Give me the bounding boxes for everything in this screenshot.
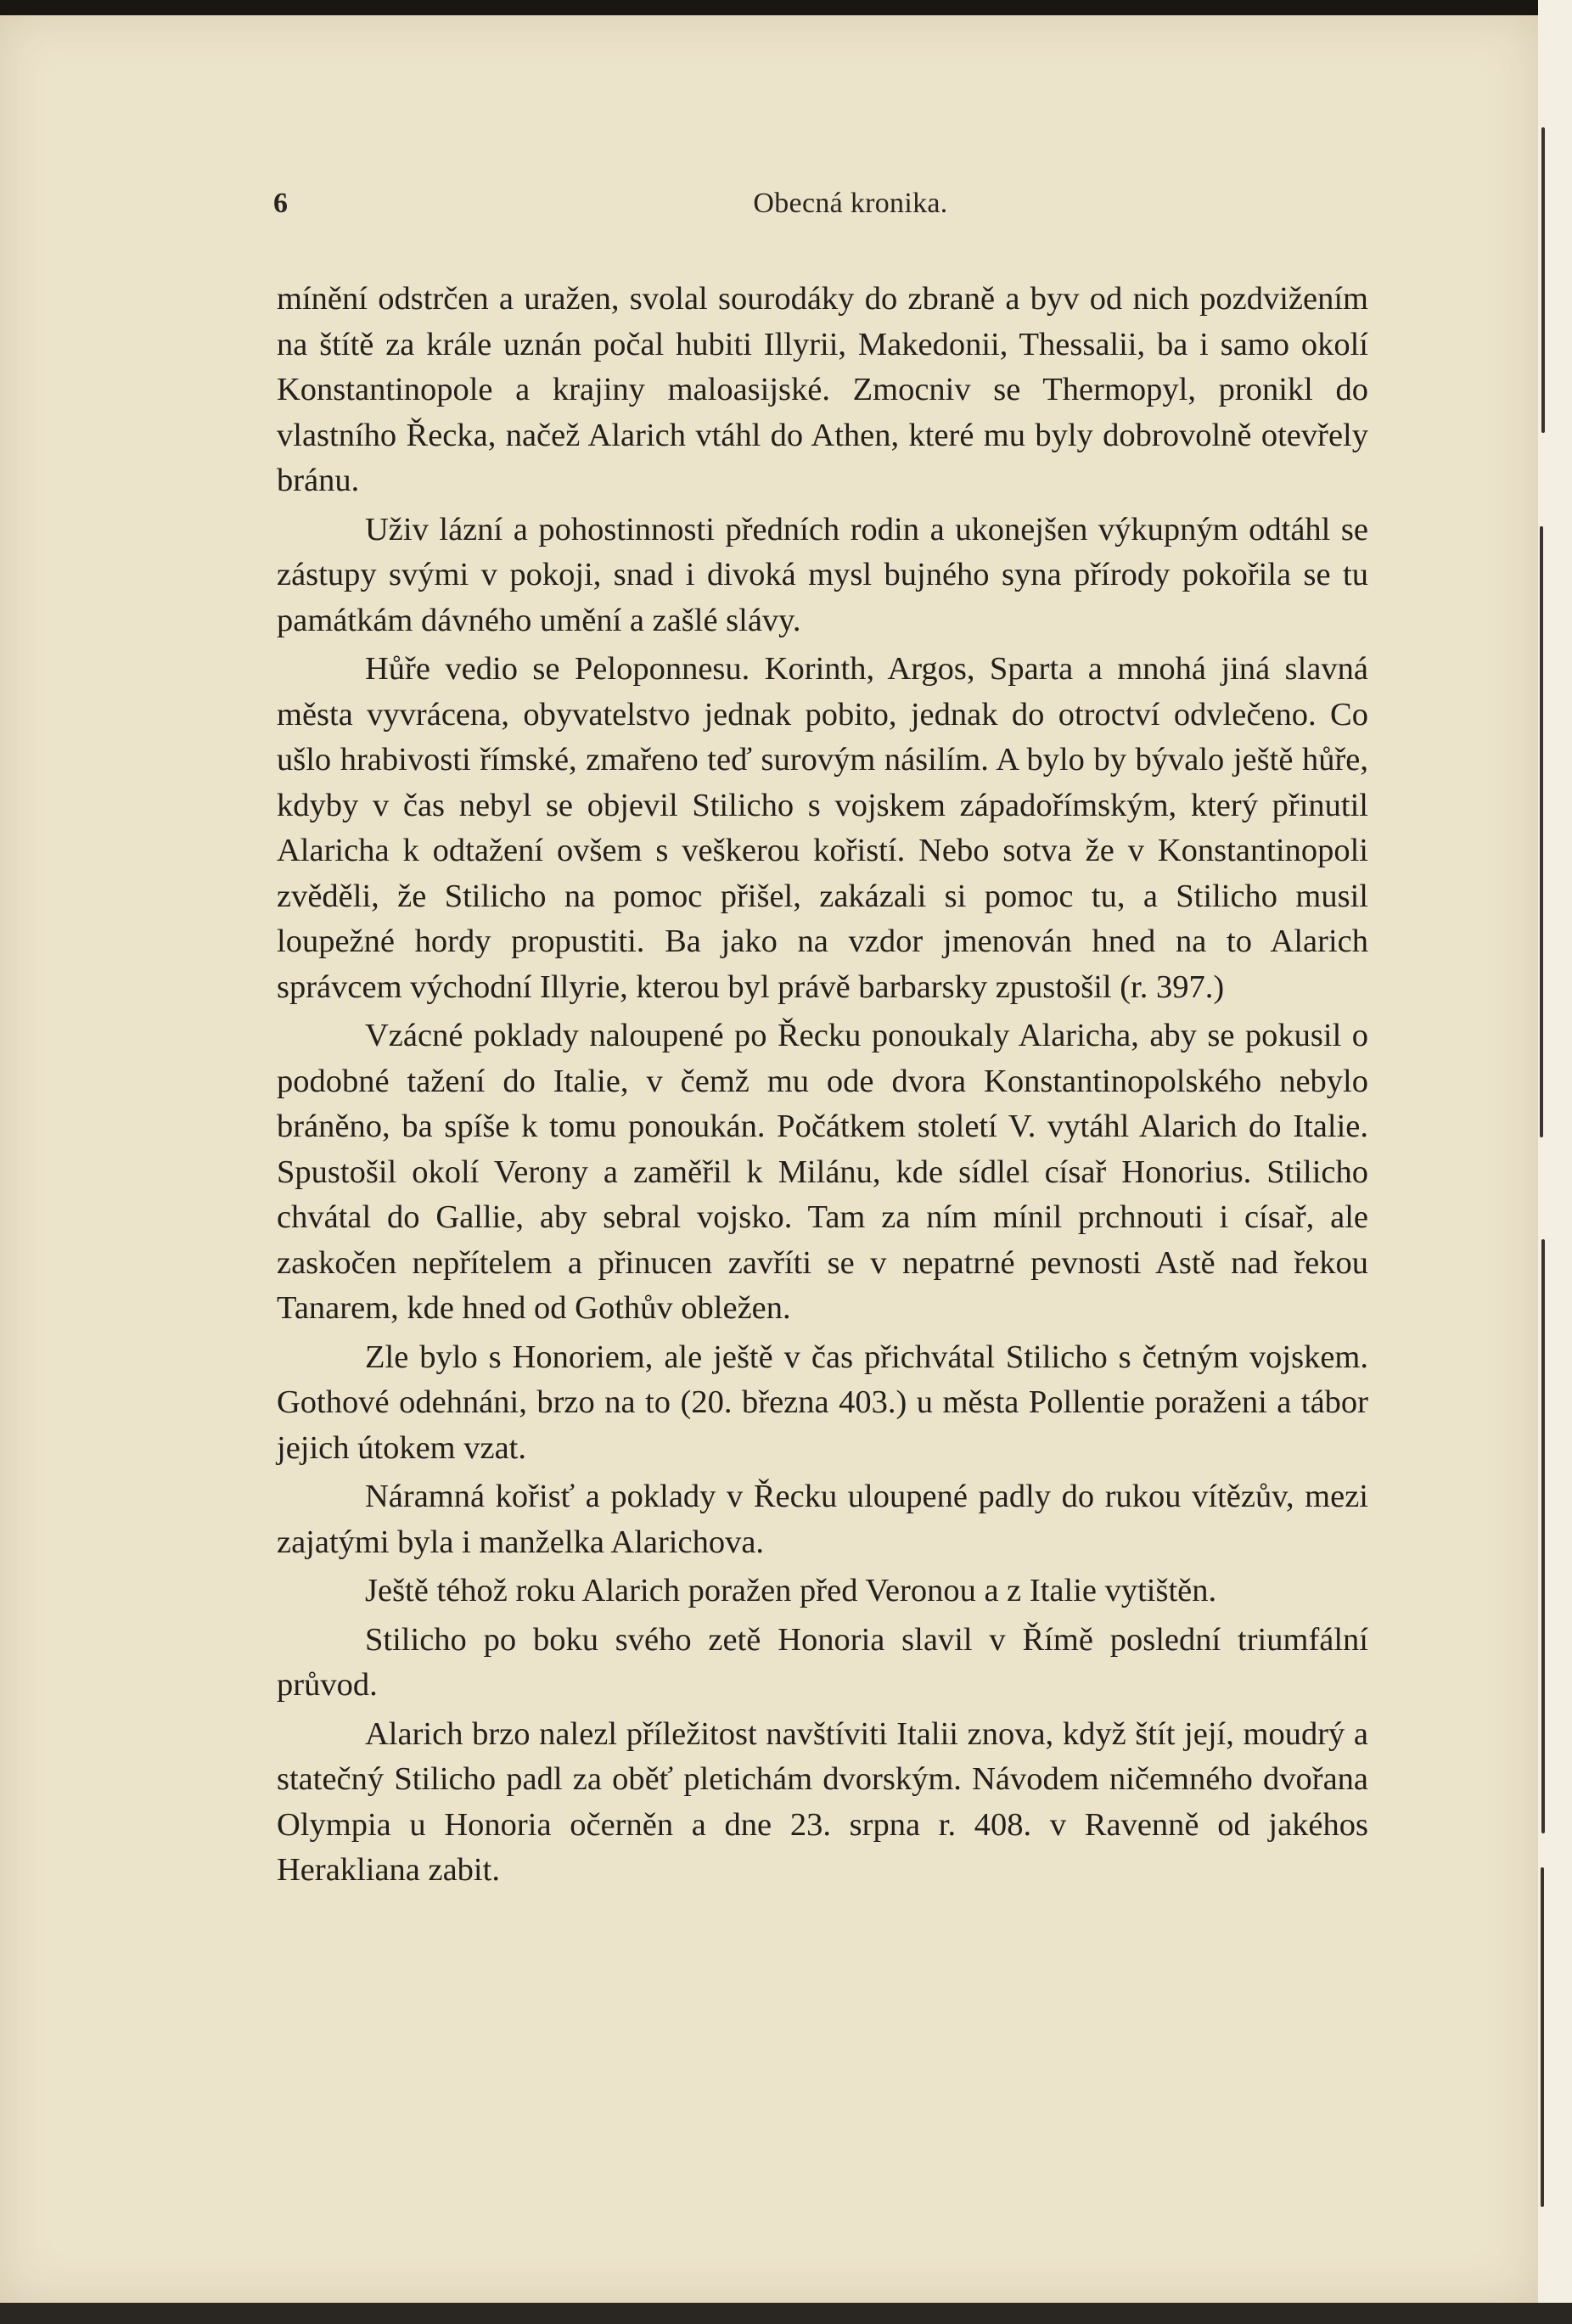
paragraph: Hůře vedio se Peloponnesu. Korinth, Argos, Sparta a mnohá jiná slavná města vyvrácena, obyvatelstvo jednak pobito, jednak do otroctví odvlečeno. Co ušlo hrabivosti římské, zmařeno teď surovým násilím. A bylo by bývalo ještě hůře, kdyby v čas nebyl se objevil Stilicho s vojskem západořímským, který přinutil Alaricha k odtažení ovšem s veškerou kořistí. Nebo sotva že v Konstantinopoli zvěděli, že Stilicho na pomoc přišel, zakázali si pomoc tu, a Stilicho musil loupežné hordy propustiti. Ba jako na vzdor jmenován hned na to Alarich správcem východní Illyrie, kterou byl právě barbarsky zpustošil (r. 397.) <box>277 651 1368 1005</box>
scan-top-edge <box>0 0 1538 15</box>
binding-mark <box>1541 1239 1545 1833</box>
body-text <box>277 277 1368 1897</box>
running-title: Obecná kronika. <box>753 188 948 219</box>
paragraph: Zle bylo s Honoriem, ale ještě v čas přichvátal Stilicho s četným vojskem. Gothové odehnáni, brzo na to (20. března 403.) u města Pollentie poraženi a tábor jejich útokem vzat. <box>277 1339 1368 1466</box>
scan-right-margin <box>1538 0 1572 2324</box>
page-number: 6 <box>273 188 288 219</box>
binding-mark <box>1541 1867 1544 2207</box>
binding-mark <box>1540 526 1543 1137</box>
binding-mark <box>1541 127 1545 433</box>
scan-bottom-edge <box>0 2303 1572 2324</box>
paragraph: Uživ lázní a pohostinnosti předních rodin a ukonejšen výkupným odtáhl se zástupy svými v pokoji, snad i divoká mysl bujného syna přírody pokořila se tu památkám dávného umění a zašlé slávy. <box>277 511 1368 638</box>
paragraph: Ještě téhož roku Alarich poražen před Veronou a z Italie vytištěn. <box>365 1573 1217 1608</box>
paragraph: Vzácné poklady naloupené po Řecku ponoukaly Alaricha, aby se pokusil o podobné tažení do Italie, v čemž mu ode dvora Konstantinopolského nebylo bráněno, ba spíše k tomu ponoukán. Počátkem století V. vytáhl Alarich do Italie. Spustošil okolí Verony a zaměřil k Milánu, kde sídlel císař Honorius. Stilicho chvátal do Gallie, aby sebral vojsko. Tam za ním mínil prchnouti i císař, ale zaskočen nepřítelem a přinucen zavříti se v nepatrné pevnosti Astě nad řekou Tanarem, kde hned od Gothův obležen. <box>277 1018 1368 1326</box>
book-page <box>0 15 1538 2303</box>
paragraph: Náramná kořisť a poklady v Řecku uloupené padly do rukou vítězův, mezi zajatými byla i manželka Alarichova. <box>277 1479 1368 1560</box>
paragraph: Stilicho po boku svého zetě Honoria slavil v Římě poslední triumfální průvod. <box>277 1621 1368 1703</box>
paragraph: Alarich brzo nalezl příležitost navštíviti Italii znova, když štít její, moudrý a statečný Stilicho padl za oběť pletichám dvorským. Návodem ničemného dvořana Olympia u Honoria očerněn a dne 23. srpna r. 408. v Ravenně od jakéhos Herakliana zabit. <box>277 1715 1368 1888</box>
paragraph: mínění odstrčen a uražen, svolal sourodáky do zbraně a byv od nich pozdvižením na štítě za krále uznán počal hubiti Illyrii, Makedonii, Thessalii, ba i samo okolí Konstantinopole a krajiny maloasijské. Zmocniv se Thermopyl, pronikl do vlastního Řecka, načež Alarich vtáhl do Athen, které mu byly dobrovolně otevřely bránu. <box>277 281 1368 498</box>
page-header <box>273 188 1377 230</box>
